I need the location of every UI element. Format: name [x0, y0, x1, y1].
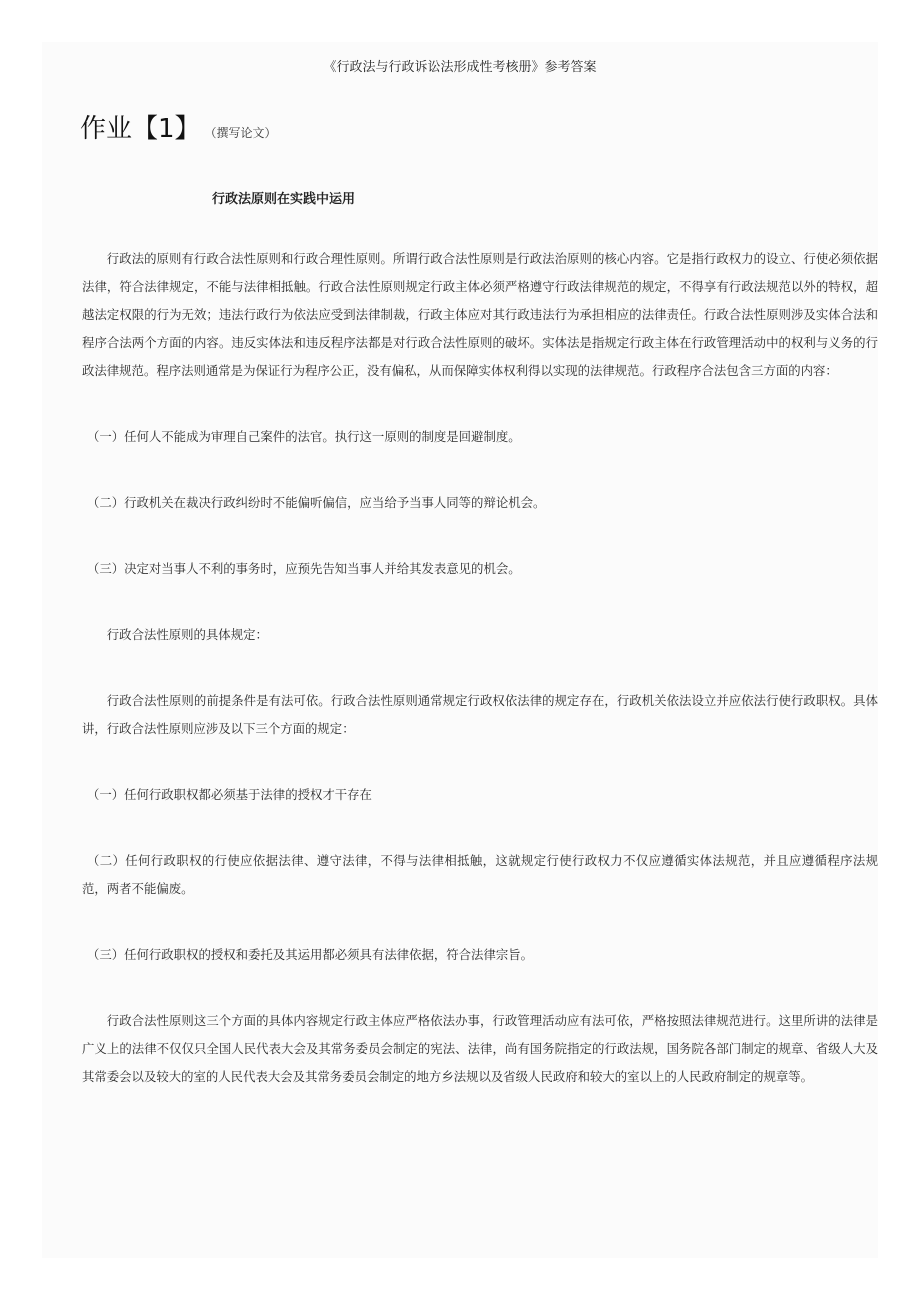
- list-item: （一）任何人不能成为审理自己案件的法官。执行这一原则的制度是回避制度。: [86, 429, 521, 444]
- homework-note: （撰写论文）: [210, 126, 277, 140]
- paragraph-subheading: 行政合法性原则的具体规定：: [106, 627, 268, 642]
- paragraph-intro: 行政法的原则有行政合法性原则和行政合理性原则。所谓行政合法性原则是行政法治原则的核心内容。它是指行政权力的设立、行使必须依据法律，符合法律规定，不能与法律相抵触。行政合法性原则规定行政主体必须严格遵守行政法律规范的规定，不得享有行政法规范以外的特权，超越法定权限的行为无效；违法行政行为依法应受到法律制裁，行政主体应对其行政违法行为承担相应的法律责任。行政合法性原则涉及实体合法和程序合法两个方面的内容。违反实体法和违反程序法都是对行政合法性原则的破坏。实体法是指规定行政主体在行政管理活动中的权利与义务的行政法律规范。程序法则通常是为保证行为程序公正，没有偏私，从而保障实体权利得以实现的法律规范。行政程序合法包含三方面的内容：: [82, 251, 878, 378]
- list-item: （三）决定对当事人不利的事务时，应预先告知当事人并给其发表意见的机会。: [86, 561, 521, 576]
- paragraph-premise: 行政合法性原则的前提条件是有法可依。行政合法性原则通常规定行政权依法律的规定存在，行政机关依法设立并应依法行使行政职权。具体讲，行政合法性原则应涉及以下三个方面的规定：: [82, 693, 878, 736]
- document-page: [42, 42, 878, 1258]
- homework-heading-text: 作业【1】: [80, 114, 201, 144]
- essay-body: [82, 245, 878, 1129]
- list-item: （一）任何行政职权都必须基于法律的授权才干存在: [86, 787, 372, 802]
- document-title: 《行政法与行政诉讼法形成性考核册》参考答案: [323, 60, 597, 75]
- homework-heading: [80, 108, 277, 145]
- paragraph-conclusion: 行政合法性原则这三个方面的具体内容规定行政主体应严格依法办事，行政管理活动应有法可依，严格按照法律规范进行。这里所讲的法律是广义上的法律不仅仅只全国人民代表大会及其常务委员会制定的宪法、法律，尚有国务院指定的行政法规，国务院各部门制定的规章、省级人大及其常委会以及较大的室的人民代表大会及其常务委员会制定的地方乡法规以及省级人民政府和较大的室以上的人民政府制定的规章等。: [82, 1013, 878, 1084]
- list-item: （二）任何行政职权的行使应依据法律、遵守法律，不得与法律相抵触，这就规定行使行政权力不仅应遵循实体法规范，并且应遵循程序法规范，两者不能偏废。: [82, 853, 878, 896]
- list-item: （三）任何行政职权的授权和委托及其运用都必须具有法律依据，符合法律宗旨。: [86, 947, 534, 962]
- list-item: （二）行政机关在裁决行政纠纷时不能偏听偏信，应当给予当事人同等的辩论机会。: [86, 495, 546, 510]
- essay-title: 行政法原则在实践中运用: [212, 192, 356, 207]
